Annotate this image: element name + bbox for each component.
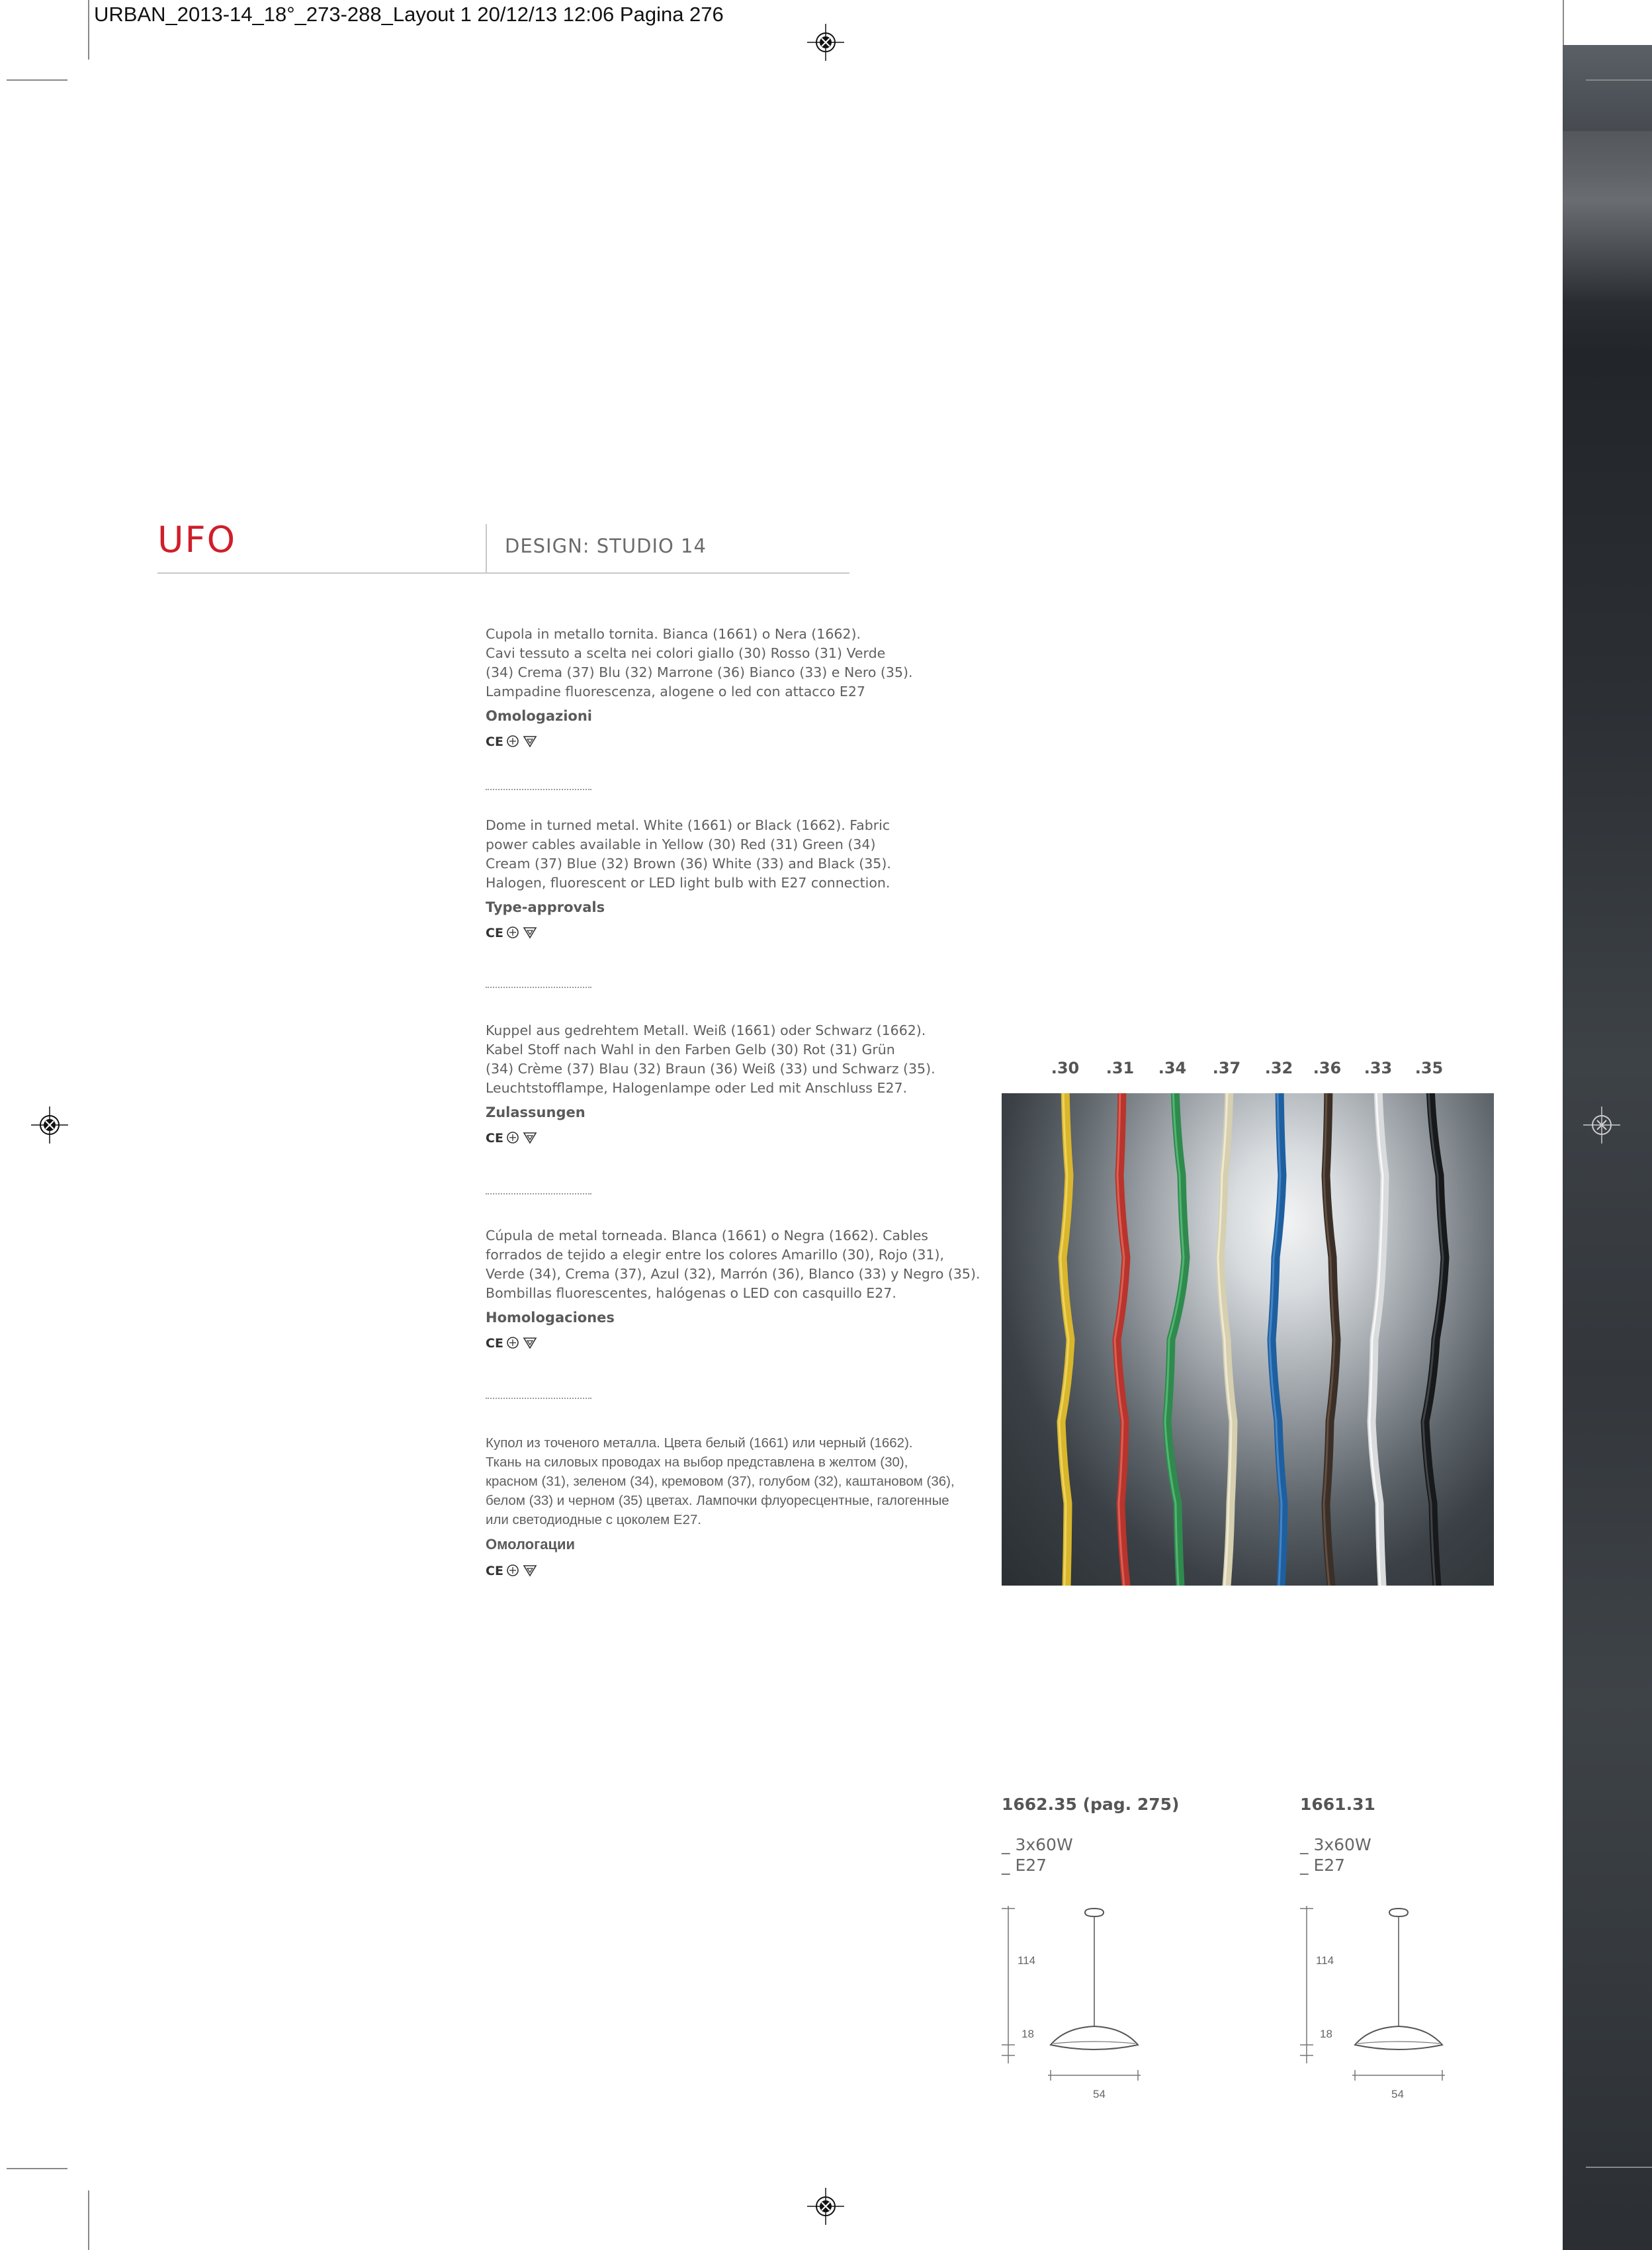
right-photo-panel	[1563, 45, 1652, 2250]
certification-marks	[486, 924, 988, 942]
description-line: красном (31), зеленом (34), кремовом (37), голубом (32), каштановом (36),	[486, 1474, 955, 1489]
description-en	[486, 816, 988, 942]
description-line: Lampadine fluorescenza, alogene o led con attacco E27	[486, 684, 865, 699]
registration-mark-icon	[807, 2188, 844, 2225]
color-code: .32	[1264, 1059, 1293, 1077]
crop-mark	[7, 2168, 67, 2169]
dimension-label: 114	[1018, 1954, 1036, 1967]
approvals-heading: Type-approvals	[486, 899, 605, 915]
description-line: (34) Crema (37) Blu (32) Marrone (36) Bianco (33) e Nero (35).	[486, 664, 913, 680]
model-spec: _ 3x60W	[1300, 1835, 1371, 1854]
dimension-drawing	[992, 1898, 1178, 2106]
model-spec: _ E27	[1300, 1856, 1346, 1875]
dimension-label: 18	[1320, 2028, 1332, 2040]
description-line: Verde (34), Crema (37), Azul (32), Marrón (36), Blanco (33) y Negro (35).	[486, 1266, 980, 1282]
description-line: Bombillas fluorescentes, halógenas o LED con casquillo E27.	[486, 1285, 896, 1301]
registration-mark-icon	[1583, 1106, 1620, 1144]
dimension-drawing	[1291, 1898, 1476, 2106]
registration-mark-icon	[31, 1106, 68, 1144]
dotted-separator	[486, 789, 591, 790]
dotted-separator	[486, 1193, 591, 1194]
color-code: .31	[1106, 1059, 1135, 1077]
description-line: Dome in turned metal. White (1661) or Black (1662). Fabric	[486, 817, 891, 833]
description-line: forrados de tejido a elegir entre los colores Amarillo (30), Rojo (31),	[486, 1247, 944, 1263]
dimension-label: 114	[1316, 1954, 1334, 1967]
svg-text:CE: CE	[486, 1131, 503, 1146]
approvals-heading: Omologazioni	[486, 708, 592, 724]
description-de	[486, 1021, 988, 1147]
color-code: .36	[1313, 1059, 1342, 1077]
certification-marks	[486, 1335, 988, 1352]
description-ru	[486, 1433, 988, 1580]
certification-marks	[486, 1130, 988, 1147]
dimension-label: 54	[1391, 2088, 1404, 2100]
color-codes-row	[1000, 1059, 1490, 1081]
description-line: Kuppel aus gedrehtem Metall. Weiß (1661) oder Schwarz (1662).	[486, 1022, 926, 1038]
description-line: Kabel Stoff nach Wahl in den Farben Gelb (30) Rot (31) Grün	[486, 1042, 895, 1058]
cable-35	[1425, 1093, 1445, 1586]
cable-illustration	[1002, 1093, 1494, 1586]
slug-line: URBAN_2013-14_18°_273-288_Layout 1 20/12/13 12:06 Pagina 276	[94, 3, 724, 26]
description-line: или светодиодные с цоколем E27.	[486, 1512, 702, 1527]
description-it	[486, 625, 988, 750]
title-divider	[486, 524, 487, 574]
crop-mark	[88, 0, 89, 60]
description-line: Cúpula de metal torneada. Blanca (1661) o Negra (1662). Cables	[486, 1228, 928, 1243]
description-line: Leuchtstofflampe, Halogenlampe oder Led mit Anschluss E27.	[486, 1080, 908, 1096]
approvals-heading: Zulassungen	[486, 1104, 586, 1120]
crop-mark	[88, 2190, 89, 2250]
description-line: Cream (37) Blue (32) Brown (36) White (33) and Black (35).	[486, 856, 891, 872]
svg-text:CE: CE	[486, 926, 503, 940]
color-code: .33	[1364, 1059, 1393, 1077]
description-line: Купол из точеного металла. Цвета белый (1661) или черный (1662).	[486, 1435, 913, 1451]
description-es	[486, 1226, 988, 1352]
color-code: .30	[1051, 1059, 1080, 1077]
crop-mark	[7, 79, 67, 81]
model-spec: _ E27	[1002, 1856, 1047, 1875]
product-title: UFO	[157, 519, 237, 561]
color-code: .35	[1414, 1059, 1444, 1077]
description-line: (34) Crème (37) Blau (32) Braun (36) Weiß (33) und Schwarz (35).	[486, 1061, 935, 1077]
svg-text:CE: CE	[486, 1564, 503, 1578]
model-code: 1661.31	[1300, 1795, 1375, 1814]
crop-mark	[1563, 0, 1564, 45]
dotted-separator	[486, 987, 591, 988]
certification-marks	[486, 1562, 988, 1580]
certification-marks	[486, 733, 988, 750]
description-line: Cupola in metallo tornita. Bianca (1661) o Nera (1662).	[486, 626, 861, 642]
description-line: Halogen, fluorescent or LED light bulb with E27 connection.	[486, 875, 891, 891]
description-line: power cables available in Yellow (30) Red (31) Green (34)	[486, 836, 876, 852]
color-code: .37	[1212, 1059, 1241, 1077]
dimension-label: 54	[1093, 2088, 1106, 2100]
dimension-label: 18	[1022, 2028, 1034, 2040]
model-spec: _ 3x60W	[1002, 1835, 1073, 1854]
color-code: .34	[1158, 1059, 1187, 1077]
description-line: белом (33) и черном (35) цветах. Лампочки флуоресцентные, галогенные	[486, 1493, 949, 1508]
approvals-heading: Омологации	[486, 1536, 576, 1552]
model-code: 1662.35 (pag. 275)	[1002, 1795, 1180, 1814]
svg-text:CE: CE	[486, 1336, 503, 1351]
dotted-separator	[486, 1398, 591, 1399]
approvals-heading: Homologaciones	[486, 1310, 615, 1326]
description-line: Cavi tessuto a scelta nei colori giallo (30) Rosso (31) Verde	[486, 645, 886, 661]
cable-colors-photo	[1002, 1093, 1494, 1586]
title-rule	[157, 572, 849, 574]
registration-mark-icon	[807, 24, 844, 61]
description-line: Ткань на силовых проводах на выбор представлена в желтом (30),	[486, 1455, 908, 1470]
designer-credit: DESIGN: STUDIO 14	[505, 535, 707, 557]
svg-text:CE: CE	[486, 735, 503, 749]
